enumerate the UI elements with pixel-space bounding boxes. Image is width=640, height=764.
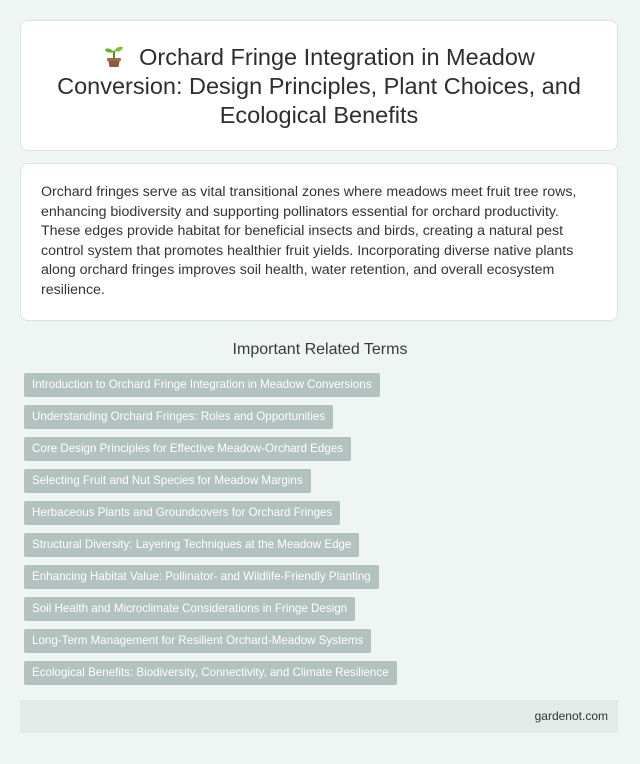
intro-card <box>20 163 618 321</box>
term-item <box>24 597 397 621</box>
term-tag[interactable]: Long-Term Management for Resilient Orchard-Meadow Systems <box>24 629 371 653</box>
term-tag[interactable]: Enhancing Habitat Value: Pollinator- and Wildlife-Friendly Planting <box>24 565 379 589</box>
term-item <box>24 533 397 557</box>
term-tag[interactable]: Understanding Orchard Fringes: Roles and Opportunities <box>24 405 333 429</box>
term-tag[interactable]: Herbaceous Plants and Groundcovers for Orchard Fringes <box>24 501 340 525</box>
related-terms-list <box>24 373 397 693</box>
term-tag[interactable]: Core Design Principles for Effective Meadow-Orchard Edges <box>24 437 351 461</box>
footer-site-link[interactable]: gardenot.com <box>534 709 608 723</box>
term-item <box>24 629 397 653</box>
page-title-text: Orchard Fringe Integration in Meadow Conversion: Design Principles, Plant Choices, and Ecological Benefits <box>57 44 581 128</box>
term-tag[interactable]: Soil Health and Microclimate Considerations in Fringe Design <box>24 597 355 621</box>
term-item <box>24 405 397 429</box>
term-item <box>24 437 397 461</box>
term-item <box>24 469 397 493</box>
term-tag[interactable]: Structural Diversity: Layering Techniques at the Meadow Edge <box>24 533 359 557</box>
term-item <box>24 565 397 589</box>
footer <box>20 700 618 733</box>
term-tag[interactable]: Introduction to Orchard Fringe Integration in Meadow Conversions <box>24 373 380 397</box>
term-item <box>24 373 397 397</box>
term-item <box>24 661 397 685</box>
related-terms-heading: Important Related Terms <box>232 341 408 358</box>
intro-paragraph: Orchard fringes serve as vital transitional zones where meadows meet fruit tree rows, enhancing biodiversity and supporting pollinators essential for orchard productivity. These edges provide habitat for beneficial insects and birds, creating a natural pest control system that promotes healthier fruit yields. Incorporating diverse native plants along orchard fringes improves soil health, water retention, and overall ecosystem resilience. <box>41 184 577 298</box>
term-item <box>24 501 397 525</box>
sprout-icon <box>103 44 125 68</box>
term-tag[interactable]: Ecological Benefits: Biodiversity, Connectivity, and Climate Resilience <box>24 661 397 685</box>
page-title <box>41 43 597 130</box>
title-card <box>20 20 618 151</box>
term-tag[interactable]: Selecting Fruit and Nut Species for Meadow Margins <box>24 469 311 493</box>
